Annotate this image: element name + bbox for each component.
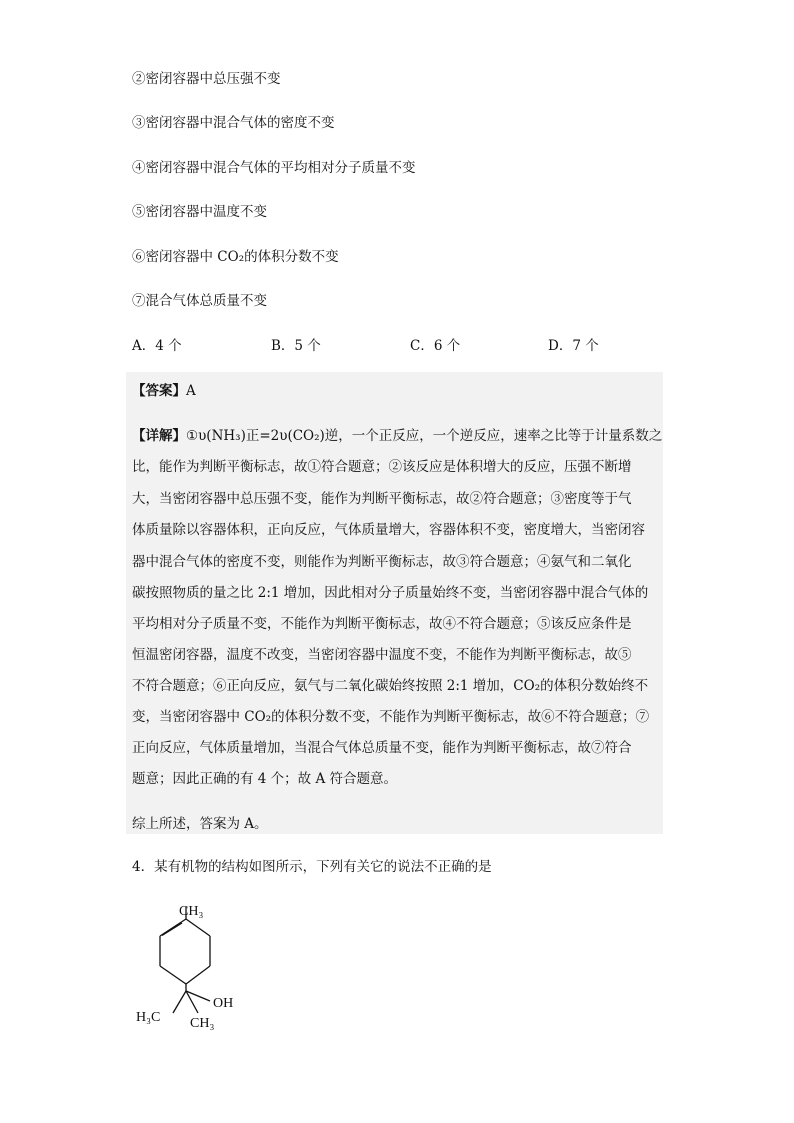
answer-options (132, 334, 672, 354)
detail-line: 题意；因此正确的有 4 个；故 A 符合题意。 (132, 771, 398, 787)
answer-line (132, 379, 196, 399)
detail-line: 碳按照物质的量之比 2:1 增加，因此相对分子质量始终不变，当密闭容器中混合气体的 (132, 585, 649, 601)
detail-line (132, 424, 663, 444)
oh-label: OH (213, 996, 234, 1011)
ch3-top-label: CH₃ (179, 904, 204, 919)
detail-line: 变，当密闭容器中 CO₂的体积分数不变，不能作为判断平衡标志，故⑥不符合题意；⑦ (132, 709, 650, 725)
option-c[interactable]: C．6 个 (410, 338, 461, 354)
detail-label: 【详解】 (132, 428, 186, 444)
question-4: 4．某有机物的结构如图所示，下列有关它的说法不正确的是 (132, 859, 492, 875)
option-d[interactable]: D．7 个 (548, 338, 599, 354)
answer-label: 【答案】 (132, 383, 186, 399)
detail-text: ①υ(NH₃)正=2υ(CO₂)逆，一个正反应，一个逆反应，速率之比等于计量系数之 (186, 428, 663, 444)
ring-bonds (160, 907, 210, 1013)
detail-line: 正向反应，气体质量增加，当混合气体总质量不变，能作为判断平衡标志，故⑦符合 (132, 740, 632, 756)
detail-line: 比，能作为判断平衡标志，故①符合题意；②该反应是体积增大的反应，压强不断增 (132, 459, 632, 475)
condition-2: ②密闭容器中总压强不变 (132, 71, 281, 87)
condition-3: ③密闭容器中混合气体的密度不变 (132, 115, 335, 131)
h3c-left-label: H₃C (136, 1010, 161, 1025)
ch3-bottom-label: CH₃ (190, 1016, 215, 1031)
detail-line: 体质量除以容器体积，正向反应，气体质量增大，容器体积不变，密度增大，当密闭容 (132, 522, 645, 538)
detail-line: 大，当密闭容器中总压强不变，能作为判断平衡标志，故②符合题意；③密度等于气 (132, 491, 632, 507)
molecule-structure-diagram (130, 893, 270, 1038)
condition-6: ⑥密闭容器中 CO₂的体积分数不变 (132, 249, 339, 265)
condition-4: ④密闭容器中混合气体的平均相对分子质量不变 (132, 160, 416, 176)
answer-explanation-box (126, 372, 663, 834)
detail-line: 器中混合气体的密度不变，则能作为判断平衡标志，故③符合题意；④氨气和二氧化 (132, 554, 632, 570)
detail-line: 恒温密闭容器，温度不改变，当密闭容器中温度不变，不能作为判断平衡标志，故⑤ (132, 647, 632, 663)
condition-7: ⑦混合气体总质量不变 (132, 293, 267, 309)
option-a[interactable]: A．4 个 (132, 338, 182, 354)
summary-line: 综上所述，答案为 A。 (132, 816, 268, 832)
condition-5: ⑤密闭容器中温度不变 (132, 204, 267, 220)
answer-value: A (186, 383, 196, 399)
detail-line: 不符合题意；⑥正向反应，氨气与二氧化碳始终按照 2:1 增加，CO₂的体积分数始终不 (132, 678, 649, 694)
option-b[interactable]: B．5 个 (271, 338, 321, 354)
detail-line: 平均相对分子质量不变，不能作为判断平衡标志，故④不符合题意；⑤该反应条件是 (132, 616, 632, 632)
